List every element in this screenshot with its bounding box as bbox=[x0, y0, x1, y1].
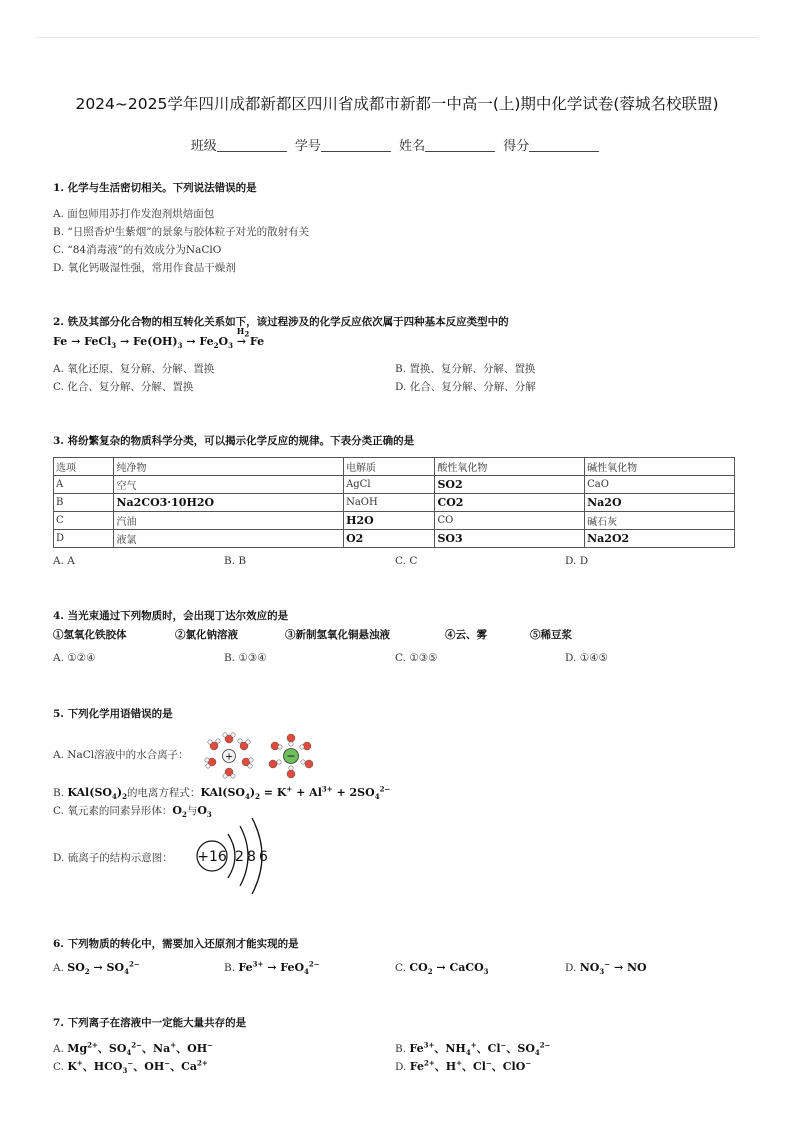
q5-option-d[interactable]: D. 硫离子的结构示意图： bbox=[53, 852, 173, 864]
q7-option-b[interactable]: B. $Fe^{3+}$、$NH_4^+$、Cl−、$SO_4^{2-}$ bbox=[395, 1040, 551, 1058]
water-molecule bbox=[223, 768, 235, 778]
table-cell: C bbox=[54, 512, 114, 530]
q3-option-c[interactable]: C. C bbox=[395, 555, 418, 567]
question-7-stem: 7. 下列离子在溶液中一定能大量共存的是 bbox=[53, 1017, 247, 1029]
q2-option-c[interactable]: C. 化合、复分解、分解、置换 bbox=[53, 381, 194, 393]
table-cell: Na2CO3·10H2O bbox=[114, 494, 344, 512]
shell-electron-count: 2 bbox=[235, 849, 244, 865]
anion-sign: − bbox=[286, 749, 296, 763]
q6-option-a[interactable]: A. $SO_2 \to SO_4^{2-}$ bbox=[53, 959, 140, 977]
water-molecule bbox=[205, 758, 216, 768]
q6-option-d[interactable]: D. $NO_3^-$ → NO bbox=[565, 959, 647, 977]
water-molecule bbox=[208, 739, 220, 750]
sulfur-ion-structure-diagram bbox=[190, 818, 280, 896]
table-row bbox=[54, 476, 735, 494]
electron-shell-arc bbox=[228, 834, 235, 878]
nucleus-charge: +16 bbox=[197, 849, 227, 865]
student-id-blank[interactable] bbox=[321, 139, 391, 152]
water-molecule bbox=[300, 742, 311, 750]
table-header-cell: 电解质 bbox=[344, 458, 435, 476]
table-cell: 空气 bbox=[114, 476, 344, 494]
table-cell: O2 bbox=[344, 530, 435, 548]
q1-option-c[interactable]: C. “84消毒液”的有效成分为NaClO bbox=[53, 244, 222, 256]
q2-option-a[interactable]: A. 氧化还原、复分解、分解、置换 bbox=[53, 363, 215, 375]
question-5-stem: 5. 下列化学用语错误的是 bbox=[53, 708, 173, 720]
q6-option-b[interactable]: B. $Fe^{3+} \to FeO_4^{2-}$ bbox=[224, 959, 320, 977]
class-label: 班级 bbox=[190, 139, 217, 154]
table-cell: AgCl bbox=[344, 476, 435, 494]
hydrated-anion bbox=[269, 734, 313, 778]
q6-option-c[interactable]: C. $CO_2$ → CaCO$_3$ bbox=[395, 961, 489, 977]
q4-option-b[interactable]: B. ①③④ bbox=[224, 652, 267, 664]
q3-option-d[interactable]: D. D bbox=[565, 555, 589, 567]
table-header-row bbox=[54, 458, 735, 476]
q3-option-a[interactable]: A. A bbox=[53, 555, 75, 567]
table-cell: B bbox=[54, 494, 114, 512]
q5-option-c[interactable]: C. 氧元素的同素异形体：$O_2$与$O_3$ bbox=[53, 804, 212, 820]
table-cell: H2O bbox=[344, 512, 435, 530]
q5-option-a[interactable]: A. NaCl溶液中的水合离子： bbox=[53, 749, 189, 761]
score-blank[interactable] bbox=[529, 139, 599, 152]
table-row bbox=[54, 494, 735, 512]
q4-item-5: ⑤稀豆浆 bbox=[530, 629, 572, 641]
q4-item-1: ①氢氧化铁胶体 bbox=[53, 629, 127, 641]
table-cell: NaOH bbox=[344, 494, 435, 512]
water-molecule bbox=[287, 734, 295, 746]
q4-item-4: ④云、雾 bbox=[445, 629, 487, 641]
question-6-stem: 6. 下列物质的转化中，需要加入还原剂才能实现的是 bbox=[53, 938, 299, 950]
q4-item-2: ②氯化钠溶液 bbox=[175, 629, 238, 641]
table-cell: Na2O2 bbox=[585, 530, 735, 548]
table-cell: A bbox=[54, 476, 114, 494]
cation-sign: + bbox=[224, 751, 234, 763]
q2-reaction-scheme: Fe → FeCl$_3$ → $Fe(OH)_3 \to Fe_2O_3$ $H_2$ → Fe bbox=[53, 326, 265, 351]
score-label: 得分 bbox=[503, 139, 530, 154]
q1-option-a[interactable]: A. 面包师用苏打作发泡剂烘焙面包 bbox=[53, 208, 215, 220]
q4-option-d[interactable]: D. ①④⑤ bbox=[565, 652, 608, 664]
question-4-stem: 4. 当光束通过下列物质时，会出现丁达尔效应的是 bbox=[53, 610, 289, 622]
q4-option-c[interactable]: C. ①③⑤ bbox=[395, 652, 438, 664]
table-cell: 汽油 bbox=[114, 512, 344, 530]
q1-option-b[interactable]: B. “日照香炉生紫烟”的景象与胶体粒子对光的散射有关 bbox=[53, 226, 310, 238]
page-title: 2024~2025学年四川成都新都区四川省成都市新都一中高一(上)期中化学试卷(蓉城名校联盟) bbox=[75, 95, 719, 113]
name-blank[interactable] bbox=[425, 139, 495, 152]
table-row bbox=[54, 530, 735, 548]
hydrated-cation bbox=[205, 733, 253, 778]
classification-table bbox=[53, 457, 735, 548]
question-3-stem: 3. 将纷繁复杂的物质科学分类，可以揭示化学反应的规律。下表分类正确的是 bbox=[53, 435, 415, 447]
table-cell: Na2O bbox=[585, 494, 735, 512]
table-row bbox=[54, 512, 735, 530]
table-cell: 液氯 bbox=[114, 530, 344, 548]
q2-option-b[interactable]: B. 置换、复分解、分解、置换 bbox=[395, 363, 536, 375]
shell-electron-count: 6 bbox=[259, 849, 268, 865]
student-info-line bbox=[0, 135, 794, 154]
table-cell: CO bbox=[435, 512, 585, 530]
shell-electron-count: 8 bbox=[247, 849, 256, 865]
table-header-cell: 酸性氧化物 bbox=[435, 458, 585, 476]
q1-option-d[interactable]: D. 氧化钙吸湿性强，常用作食品干燥剂 bbox=[53, 262, 236, 274]
water-molecule bbox=[287, 766, 295, 778]
table-cell: SO2 bbox=[435, 476, 585, 494]
water-molecule bbox=[242, 758, 253, 768]
water-molecule bbox=[238, 739, 250, 750]
class-blank[interactable] bbox=[217, 139, 287, 152]
water-molecule bbox=[301, 760, 313, 768]
top-divider bbox=[36, 37, 758, 38]
q4-item-3: ③新制氢氧化铜悬浊液 bbox=[285, 629, 390, 641]
q2-option-d[interactable]: D. 化合、复分解、分解、分解 bbox=[395, 381, 536, 393]
water-molecule bbox=[269, 760, 281, 768]
q3-option-b[interactable]: B. B bbox=[224, 555, 247, 567]
table-header-cell: 碱性氧化物 bbox=[585, 458, 735, 476]
table-cell: CO2 bbox=[435, 494, 585, 512]
q5-option-b[interactable]: B. $KAl(SO_4)_2$的电离方程式：$KAl(SO_4)_2 = K^+ + Al^{3+} + 2SO_4^{2-}$ bbox=[53, 784, 391, 802]
question-1-stem: 1. 化学与生活密切相关。下列说法错误的是 bbox=[53, 182, 257, 194]
q7-option-c[interactable]: C. K+、$HCO_3^-$、OH−、$Ca^{2+}$ bbox=[53, 1058, 208, 1076]
student-id-label: 学号 bbox=[294, 139, 321, 154]
q4-option-a[interactable]: A. ①②④ bbox=[53, 652, 96, 664]
water-molecule bbox=[223, 733, 235, 743]
table-cell: SO3 bbox=[435, 530, 585, 548]
table-header-cell: 选项 bbox=[54, 458, 114, 476]
hydrated-ions-figure bbox=[203, 732, 328, 782]
table-cell: 碱石灰 bbox=[585, 512, 735, 530]
water-molecule bbox=[271, 742, 282, 750]
question-2-stem: 2. 铁及其部分化合物的相互转化关系如下，该过程涉及的化学反应依次属于四种基本反应类型中的 bbox=[53, 316, 509, 328]
table-header-cell: 纯净物 bbox=[114, 458, 344, 476]
table-cell: D bbox=[54, 530, 114, 548]
q7-option-a[interactable]: A. $Mg^{2+}$、$SO_4^{2-}$、Na+、OH− bbox=[53, 1040, 213, 1058]
name-label: 姓名 bbox=[399, 139, 426, 154]
q7-option-d[interactable]: D. $Fe^{2+}$、H+、Cl−、ClO− bbox=[395, 1058, 532, 1073]
table-cell: CaO bbox=[585, 476, 735, 494]
